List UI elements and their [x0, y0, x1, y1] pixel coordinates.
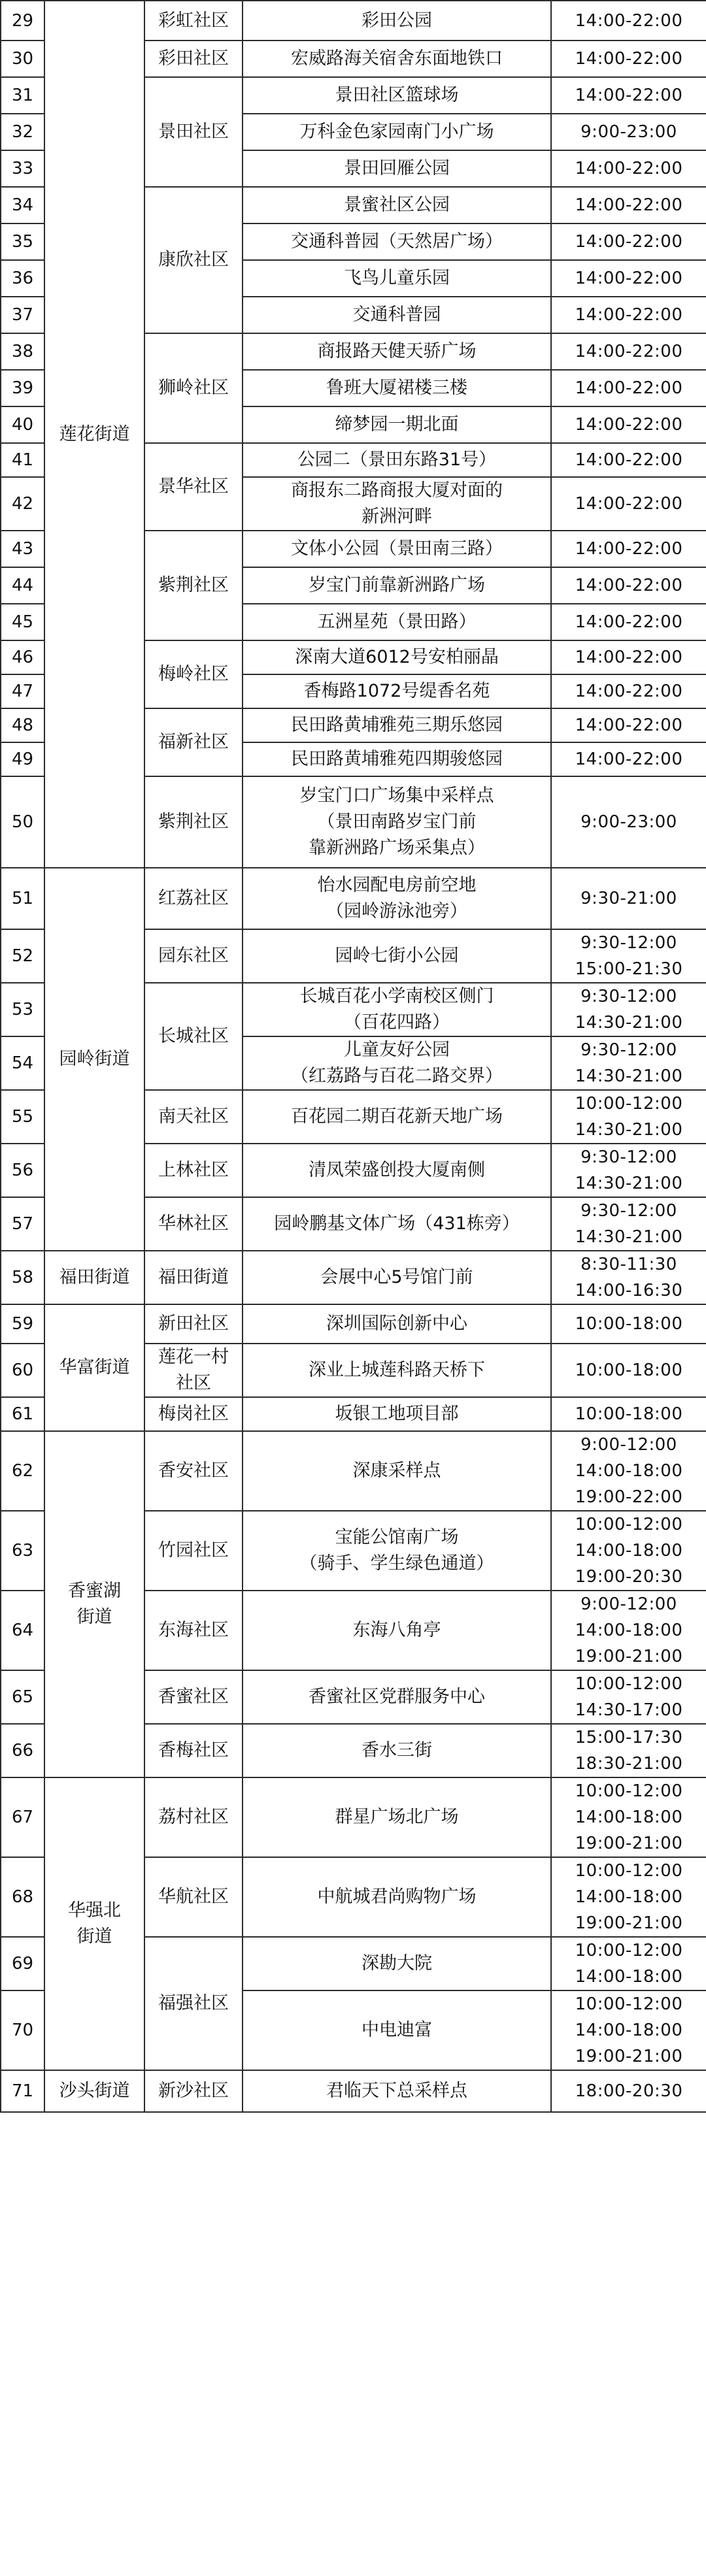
row-number: 48 [1, 708, 44, 742]
site-cell: 飞鸟儿童乐园 [243, 260, 551, 297]
hours-cell: 14:00-22:00 [551, 742, 706, 776]
hours-cell: 8:30-11:30 14:00-16:30 [551, 1251, 706, 1304]
row-number: 68 [1, 1857, 44, 1937]
row-number: 44 [1, 567, 44, 604]
street-cell: 华富街道 [44, 1304, 144, 1431]
site-cell: 宏威路海关宿舍东面地铁口 [243, 41, 551, 77]
site-cell: 民田路黄埔雅苑三期乐悠园 [243, 708, 551, 742]
hours-cell: 9:30-12:00 14:30-21:00 [551, 1197, 706, 1251]
site-cell: 长城百花小学南校区侧门 （百花四路） [243, 983, 551, 1036]
row-number: 42 [1, 477, 44, 531]
site-cell: 东海八角亭 [243, 1591, 551, 1670]
site-cell: 文体小公园（景田南三路） [243, 531, 551, 567]
community-cell: 康欣社区 [144, 187, 243, 333]
site-cell: 君临天下总采样点 [243, 2070, 551, 2112]
community-cell: 园东社区 [144, 929, 243, 983]
table-row [1, 1251, 706, 1304]
street-cell: 华强北 街道 [44, 1777, 144, 2070]
site-cell: 景田社区篮球场 [243, 77, 551, 114]
site-cell: 民田路黄埔雅苑四期骏悠园 [243, 742, 551, 776]
row-number: 50 [1, 776, 44, 868]
hours-cell: 10:00-12:00 14:00-18:00 19:00-21:00 [551, 1857, 706, 1937]
row-number: 67 [1, 1777, 44, 1857]
hours-cell: 14:00-22:00 [551, 567, 706, 604]
community-cell: 紫荆社区 [144, 531, 243, 640]
community-cell: 香蜜社区 [144, 1670, 243, 1724]
row-number: 66 [1, 1724, 44, 1777]
community-cell: 梅岗社区 [144, 1397, 243, 1431]
row-number: 71 [1, 2070, 44, 2112]
hours-cell: 14:00-22:00 [551, 443, 706, 477]
community-cell: 景田社区 [144, 77, 243, 187]
hours-cell: 15:00-17:30 18:30-21:00 [551, 1724, 706, 1777]
street-cell: 福田街道 [44, 1251, 144, 1304]
community-cell: 华航社区 [144, 1857, 243, 1937]
community-cell: 华林社区 [144, 1197, 243, 1251]
site-cell: 群星广场北广场 [243, 1777, 551, 1857]
community-cell: 香安社区 [144, 1431, 243, 1511]
site-cell: 宝能公馆南广场 （骑手、学生绿色通道） [243, 1511, 551, 1591]
site-cell: 交通科普园（天然居广场） [243, 223, 551, 260]
site-cell: 清凤荣盛创投大厦南侧 [243, 1144, 551, 1197]
hours-cell: 9:30-21:00 [551, 868, 706, 929]
hours-cell: 10:00-12:00 14:00-18:00 19:00-20:30 [551, 1511, 706, 1591]
table-row [1, 868, 706, 929]
hours-cell: 9:30-12:00 14:30-21:00 [551, 1036, 706, 1090]
hours-cell: 9:30-12:00 14:30-21:00 [551, 983, 706, 1036]
row-number: 47 [1, 674, 44, 708]
row-number: 37 [1, 297, 44, 333]
hours-cell: 14:00-22:00 [551, 531, 706, 567]
site-cell: 儿童友好公园 （红荔路与百花二路交界） [243, 1036, 551, 1090]
community-cell: 莲花一村 社区 [144, 1344, 243, 1397]
community-cell: 景华社区 [144, 443, 243, 531]
hours-cell: 10:00-12:00 14:00-18:00 19:00-21:00 [551, 1777, 706, 1857]
site-cell: 深南大道6012号安柏丽晶 [243, 640, 551, 674]
site-cell: 缔梦园一期北面 [243, 406, 551, 443]
hours-cell: 14:00-22:00 [551, 1, 706, 41]
row-number: 51 [1, 868, 44, 929]
hours-cell: 10:00-12:00 14:00-18:00 19:00-21:00 [551, 1990, 706, 2070]
row-number: 43 [1, 531, 44, 567]
hours-cell: 14:00-22:00 [551, 150, 706, 187]
hours-cell: 14:00-22:00 [551, 187, 706, 223]
hours-cell: 14:00-22:00 [551, 77, 706, 114]
site-cell: 深圳国际创新中心 [243, 1304, 551, 1344]
street-cell: 园岭街道 [44, 868, 144, 1251]
site-cell: 中电迪富 [243, 1990, 551, 2070]
site-cell: 园岭七街小公园 [243, 929, 551, 983]
row-number: 70 [1, 1990, 44, 2070]
community-cell: 紫荆社区 [144, 776, 243, 868]
hours-cell: 18:00-20:30 [551, 2070, 706, 2112]
community-cell: 长城社区 [144, 983, 243, 1090]
community-cell: 新田社区 [144, 1304, 243, 1344]
row-number: 59 [1, 1304, 44, 1344]
table-row [1, 1304, 706, 1344]
row-number: 56 [1, 1144, 44, 1197]
row-number: 32 [1, 114, 44, 150]
table-row [1, 1, 706, 41]
row-number: 31 [1, 77, 44, 114]
community-cell: 彩田社区 [144, 41, 243, 77]
site-cell: 怡水园配电房前空地 （园岭游泳池旁） [243, 868, 551, 929]
site-cell: 景田回雁公园 [243, 150, 551, 187]
row-number: 34 [1, 187, 44, 223]
row-number: 29 [1, 1, 44, 41]
hours-cell: 14:00-22:00 [551, 41, 706, 77]
site-cell: 深业上城莲科路天桥下 [243, 1344, 551, 1397]
row-number: 55 [1, 1090, 44, 1144]
community-cell: 上林社区 [144, 1144, 243, 1197]
hours-cell: 9:30-12:00 15:00-21:30 [551, 929, 706, 983]
hours-cell: 10:00-12:00 14:00-18:00 [551, 1937, 706, 1990]
hours-cell: 14:00-22:00 [551, 260, 706, 297]
site-cell: 彩田公园 [243, 1, 551, 41]
community-cell: 福强社区 [144, 1937, 243, 2070]
site-cell: 香蜜社区党群服务中心 [243, 1670, 551, 1724]
row-number: 63 [1, 1511, 44, 1591]
site-cell: 五洲星苑（景田路） [243, 604, 551, 640]
hours-cell: 14:00-22:00 [551, 406, 706, 443]
row-number: 40 [1, 406, 44, 443]
site-cell: 公园二（景田东路31号） [243, 443, 551, 477]
hours-cell: 14:00-22:00 [551, 604, 706, 640]
row-number: 49 [1, 742, 44, 776]
row-number: 64 [1, 1591, 44, 1670]
row-number: 35 [1, 223, 44, 260]
street-cell: 沙头街道 [44, 2070, 144, 2112]
site-cell: 香梅路1072号缇香名苑 [243, 674, 551, 708]
row-number: 61 [1, 1397, 44, 1431]
table-row [1, 1431, 706, 1511]
site-cell: 园岭鹏基文体广场（431栋旁） [243, 1197, 551, 1251]
row-number: 54 [1, 1036, 44, 1090]
hours-cell: 14:00-22:00 [551, 674, 706, 708]
row-number: 46 [1, 640, 44, 674]
hours-cell: 10:00-18:00 [551, 1344, 706, 1397]
row-number: 62 [1, 1431, 44, 1511]
hours-cell: 14:00-22:00 [551, 370, 706, 406]
hours-cell: 10:00-18:00 [551, 1397, 706, 1431]
community-cell: 福新社区 [144, 708, 243, 776]
row-number: 69 [1, 1937, 44, 1990]
site-cell: 景蜜社区公园 [243, 187, 551, 223]
hours-cell: 9:00-23:00 [551, 114, 706, 150]
row-number: 33 [1, 150, 44, 187]
row-number: 57 [1, 1197, 44, 1251]
table-body [1, 1, 706, 2112]
row-number: 30 [1, 41, 44, 77]
row-number: 39 [1, 370, 44, 406]
row-number: 60 [1, 1344, 44, 1397]
community-cell: 梅岭社区 [144, 640, 243, 708]
site-cell: 商报路天健天骄广场 [243, 333, 551, 370]
table-row [1, 1777, 706, 1857]
site-cell: 中航城君尚购物广场 [243, 1857, 551, 1937]
site-cell: 香水三街 [243, 1724, 551, 1777]
hours-cell: 9:00-12:00 14:00-18:00 19:00-21:00 [551, 1591, 706, 1670]
community-cell: 彩虹社区 [144, 1, 243, 41]
hours-cell: 9:00-12:00 14:00-18:00 19:00-22:00 [551, 1431, 706, 1511]
hours-cell: 9:00-23:00 [551, 776, 706, 868]
community-cell: 红荔社区 [144, 868, 243, 929]
community-cell: 荔村社区 [144, 1777, 243, 1857]
hours-cell: 14:00-22:00 [551, 297, 706, 333]
hours-cell: 10:00-18:00 [551, 1304, 706, 1344]
community-cell: 东海社区 [144, 1591, 243, 1670]
hours-cell: 14:00-22:00 [551, 708, 706, 742]
site-cell: 万科金色家园南门小广场 [243, 114, 551, 150]
site-cell: 岁宝门前靠新洲路广场 [243, 567, 551, 604]
row-number: 52 [1, 929, 44, 983]
community-cell: 新沙社区 [144, 2070, 243, 2112]
community-cell: 南天社区 [144, 1090, 243, 1144]
community-cell: 狮岭社区 [144, 333, 243, 443]
row-number: 65 [1, 1670, 44, 1724]
community-cell: 竹园社区 [144, 1511, 243, 1591]
row-number: 38 [1, 333, 44, 370]
row-number: 58 [1, 1251, 44, 1304]
site-cell: 会展中心5号馆门前 [243, 1251, 551, 1304]
site-cell: 商报东二路商报大厦对面的 新洲河畔 [243, 477, 551, 531]
hours-cell: 14:00-22:00 [551, 333, 706, 370]
street-cell: 莲花街道 [44, 1, 144, 868]
hours-cell: 10:00-12:00 14:30-21:00 [551, 1090, 706, 1144]
hours-cell: 9:30-12:00 14:30-21:00 [551, 1144, 706, 1197]
site-cell: 坂银工地项目部 [243, 1397, 551, 1431]
hours-cell: 14:00-22:00 [551, 223, 706, 260]
row-number: 36 [1, 260, 44, 297]
row-number: 53 [1, 983, 44, 1036]
hours-cell: 14:00-22:00 [551, 477, 706, 531]
hours-cell: 10:00-12:00 14:30-17:00 [551, 1670, 706, 1724]
row-number: 41 [1, 443, 44, 477]
site-cell: 百花园二期百花新天地广场 [243, 1090, 551, 1144]
site-cell: 深康采样点 [243, 1431, 551, 1511]
table-row [1, 2070, 706, 2112]
hours-cell: 14:00-22:00 [551, 640, 706, 674]
site-cell: 岁宝门口广场集中采样点 （景田南路岁宝门前 靠新洲路广场采集点） [243, 776, 551, 868]
row-number: 45 [1, 604, 44, 640]
site-cell: 深勘大院 [243, 1937, 551, 1990]
street-cell: 香蜜湖 街道 [44, 1431, 144, 1777]
site-cell: 交通科普园 [243, 297, 551, 333]
community-cell: 福田街道 [144, 1251, 243, 1304]
site-cell: 鲁班大厦裙楼三楼 [243, 370, 551, 406]
community-cell: 香梅社区 [144, 1724, 243, 1777]
